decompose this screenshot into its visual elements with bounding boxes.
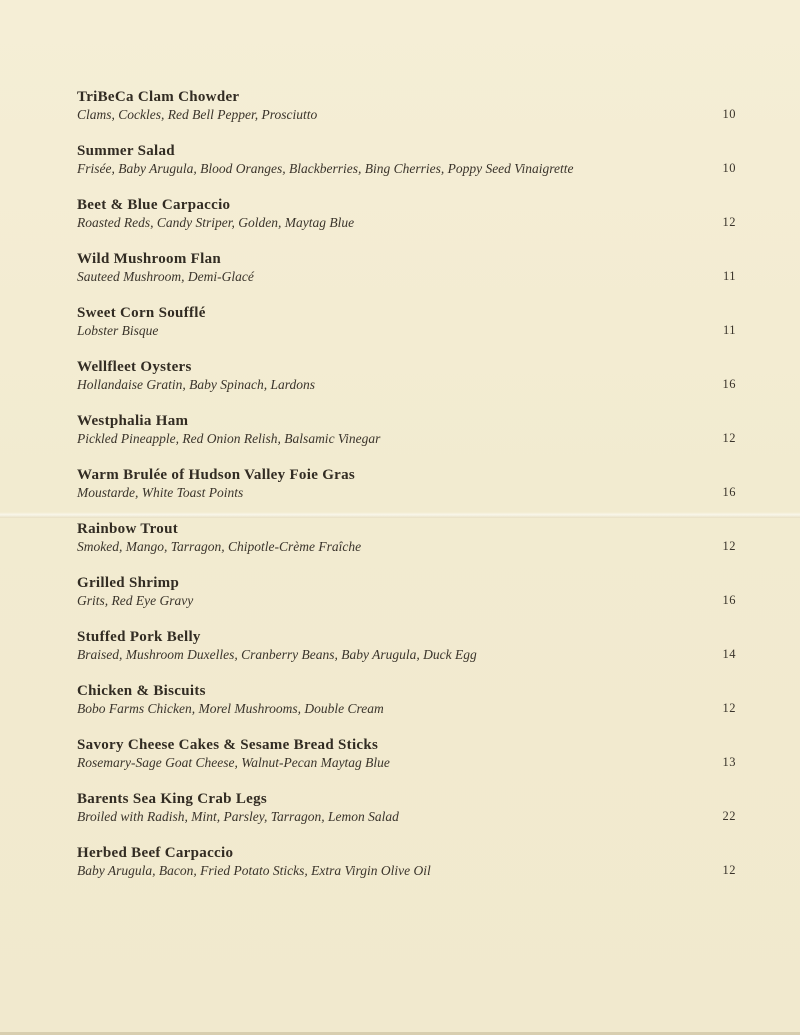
dish-description: Pickled Pineapple, Red Onion Relish, Balsamic Vinegar <box>77 431 381 446</box>
menu-item <box>77 844 742 898</box>
dish-description: Frisée, Baby Arugula, Blood Oranges, Blackberries, Bing Cherries, Poppy Seed Vinaigrette <box>77 161 574 176</box>
dish-name: Stuffed Pork Belly <box>77 629 201 645</box>
dish-price: 14 <box>722 647 736 661</box>
dish-price: 12 <box>722 431 736 445</box>
dish-price: 10 <box>722 107 736 121</box>
menu-item <box>77 196 742 250</box>
menu-list <box>77 88 742 898</box>
dish-name: Herbed Beef Carpaccio <box>77 845 234 861</box>
menu-item <box>77 304 742 358</box>
dish-price: 16 <box>722 377 736 391</box>
menu-item <box>77 628 742 682</box>
dish-description: Rosemary-Sage Goat Cheese, Walnut-Pecan Maytag Blue <box>77 755 390 770</box>
menu-item <box>77 736 742 790</box>
dish-name: Wild Mushroom Flan <box>77 251 222 267</box>
menu-item <box>77 574 742 628</box>
dish-description: Broiled with Radish, Mint, Parsley, Tarragon, Lemon Salad <box>77 809 399 824</box>
dish-description: Smoked, Mango, Tarragon, Chipotle-Crème Fraîche <box>77 539 362 554</box>
dish-name: Rainbow Trout <box>77 521 179 537</box>
dish-name: Grilled Shrimp <box>77 575 180 591</box>
dish-description: Clams, Cockles, Red Bell Pepper, Prosciutto <box>77 107 318 122</box>
dish-description: Moustarde, White Toast Points <box>77 485 244 500</box>
dish-description: Grits, Red Eye Gravy <box>77 593 194 608</box>
dish-description: Roasted Reds, Candy Striper, Golden, Maytag Blue <box>77 215 355 230</box>
dish-name: Warm Brulée of Hudson Valley Foie Gras <box>77 467 356 483</box>
dish-description: Hollandaise Gratin, Baby Spinach, Lardons <box>77 377 315 392</box>
menu-item <box>77 142 742 196</box>
dish-name: TriBeCa Clam Chowder <box>77 89 240 105</box>
dish-name: Westphalia Ham <box>77 413 189 429</box>
menu-item <box>77 412 742 466</box>
menu-item <box>77 250 742 304</box>
menu-item <box>77 682 742 736</box>
dish-name: Wellfleet Oysters <box>77 359 192 375</box>
dish-name: Barents Sea King Crab Legs <box>77 791 268 807</box>
dish-price: 16 <box>722 593 736 607</box>
dish-price: 11 <box>722 269 736 283</box>
dish-price: 16 <box>722 485 736 499</box>
menu-item <box>77 466 742 520</box>
dish-name: Savory Cheese Cakes & Sesame Bread Sticks <box>77 737 379 753</box>
dish-price: 12 <box>722 215 736 229</box>
dish-description: Baby Arugula, Bacon, Fried Potato Sticks, Extra Virgin Olive Oil <box>77 863 431 878</box>
dish-description: Bobo Farms Chicken, Morel Mushrooms, Double Cream <box>77 701 384 716</box>
dish-price: 12 <box>722 539 736 553</box>
dish-price: 22 <box>722 809 736 823</box>
dish-price: 13 <box>722 755 736 769</box>
dish-name: Beet & Blue Carpaccio <box>77 197 231 213</box>
menu-item <box>77 88 742 142</box>
dish-description: Lobster Bisque <box>77 323 159 338</box>
dish-price: 11 <box>722 323 736 337</box>
dish-name: Chicken & Biscuits <box>77 683 206 699</box>
dish-name: Summer Salad <box>77 143 175 159</box>
dish-price: 10 <box>722 161 736 175</box>
menu-item <box>77 790 742 844</box>
dish-name: Sweet Corn Soufflé <box>77 305 206 321</box>
dish-description: Sauteed Mushroom, Demi-Glacé <box>77 269 254 284</box>
menu-item <box>77 520 742 574</box>
dish-price: 12 <box>722 863 736 877</box>
dish-description: Braised, Mushroom Duxelles, Cranberry Beans, Baby Arugula, Duck Egg <box>77 647 477 662</box>
menu-item <box>77 358 742 412</box>
dish-price: 12 <box>722 701 736 715</box>
